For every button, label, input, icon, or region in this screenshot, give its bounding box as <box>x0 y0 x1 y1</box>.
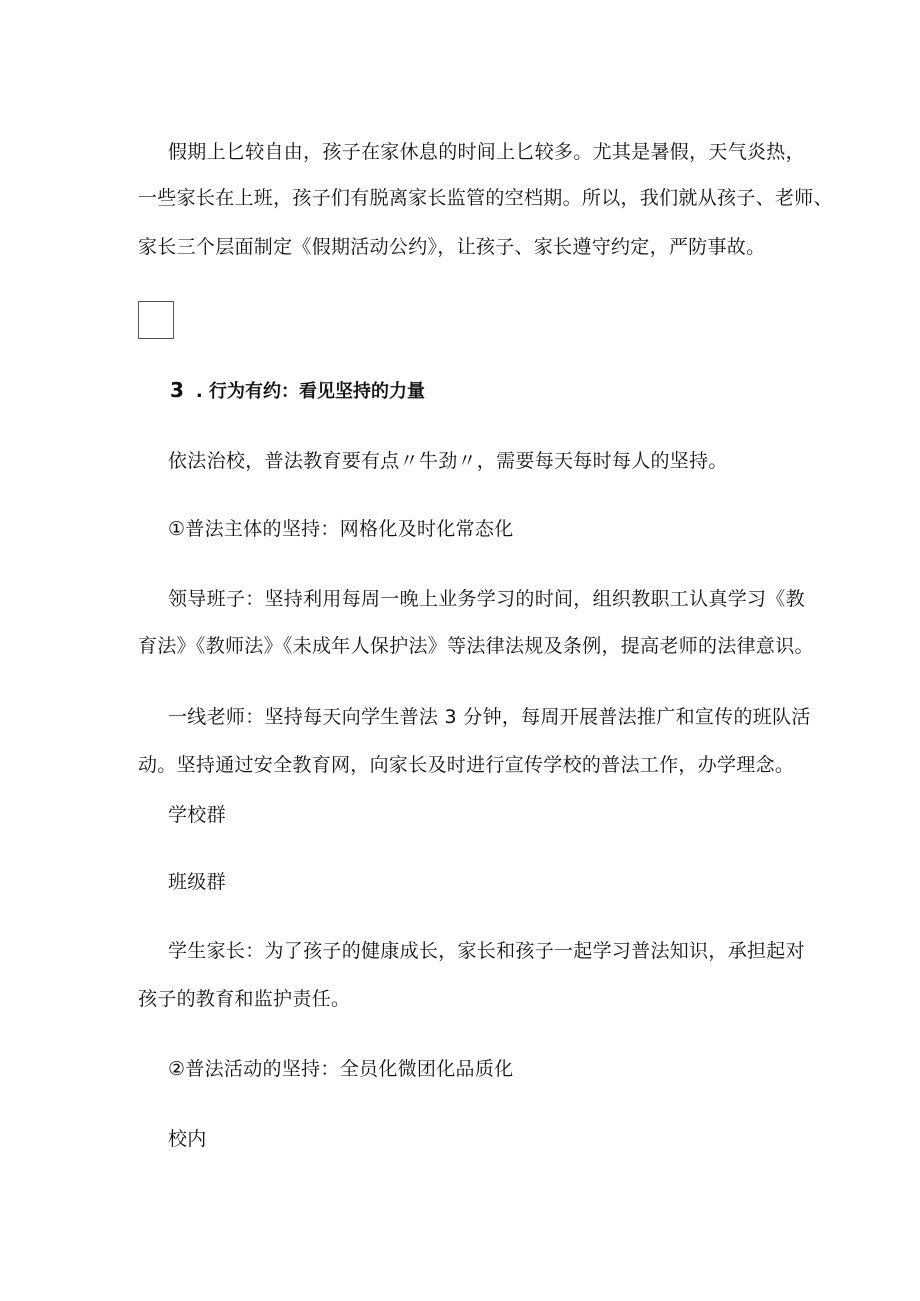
teachers-line-1: 一线老师：坚持每天向学生普法 3 分钟，每周开展普法推广和宣传的班队活 <box>168 706 811 728</box>
law-intro-paragraph: 依法治校，普法教育要有点〃牛劲〃，需要每天每时每人的坚持。 <box>168 450 728 472</box>
parents-line-1: 学生家长：为了孩子的健康成长，家长和孩子一起学习普法知识，承担起对 <box>168 940 805 962</box>
intro-line-3: 家长三个层面制定《假期活动公约》，让孩子、家长遵守约定，严防事故。 <box>138 236 766 258</box>
leaders-line-2: 育法》《教师法》《未成年人保护法》等法律法规及条例，提高老师的法律意识。 <box>138 635 814 657</box>
on-campus-label: 校内 <box>168 1128 207 1150</box>
item-1-title: ①普法主体的坚持：网格化及时化常态化 <box>168 518 514 540</box>
school-group-label: 学校群 <box>168 804 226 826</box>
section-heading <box>170 378 425 404</box>
teachers-line-2: 动。坚持通过安全教育网，向家长及时进行宣传学校的普法工作，办学理念。 <box>138 754 795 776</box>
section-number: 3 <box>170 378 184 402</box>
class-group-label: 班级群 <box>168 871 226 893</box>
image-placeholder <box>138 301 174 339</box>
section-title: . 行为有约：看见坚持的力量 <box>195 381 426 402</box>
item-2-title: ②普法活动的坚持：全员化微团化品质化 <box>168 1058 514 1080</box>
intro-line-1: 假期上匕较自由，孩子在家休息的时间上匕较多。尤其是暑假，天气炎热， <box>168 141 805 163</box>
leaders-line-1: 领导班子：坚持利用每周一晚上业务学习的时间，组织教职工认真学习《教 <box>168 588 805 610</box>
intro-line-2: 一些家长在上班，孩子们有脱离家长监管的空档期。所以，我们就从孩子、老师、 <box>138 187 833 209</box>
parents-line-2: 孩子的教育和监护责任。 <box>138 988 351 1010</box>
